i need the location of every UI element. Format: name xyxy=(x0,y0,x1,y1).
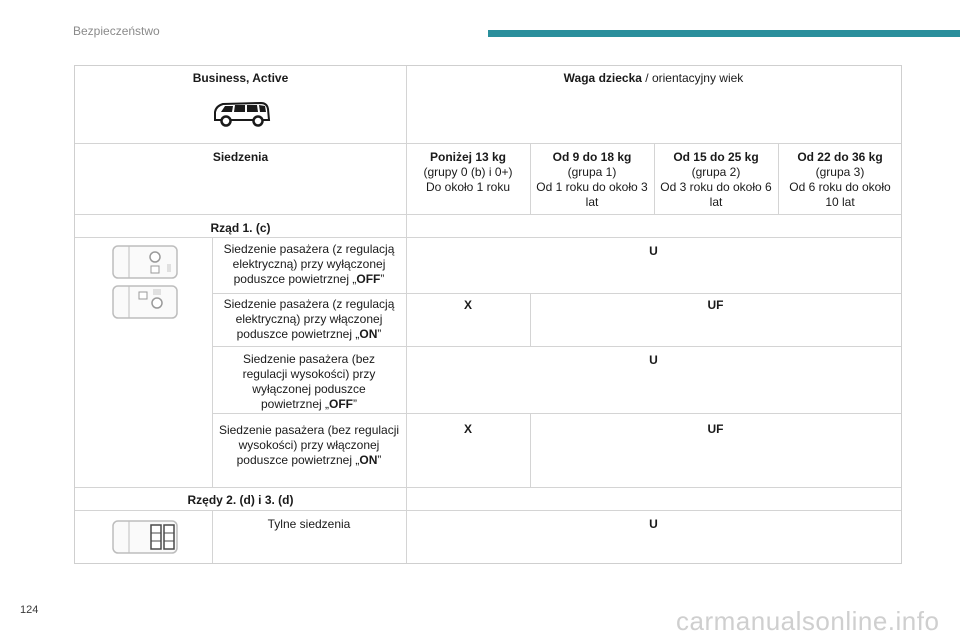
row-divider xyxy=(75,487,901,488)
seat-value: X xyxy=(463,422,472,436)
row-divider xyxy=(75,510,901,511)
row-divider xyxy=(75,237,901,238)
seat-description: Siedzenie pasażera (z regulacją elektryczną) przy wyłączonej poduszce powietrznej „OFF” xyxy=(223,242,395,286)
seat-value: U xyxy=(649,353,658,367)
row-label: Rzędy 2. (d) i 3. (d) xyxy=(187,493,294,507)
front-seat-car-icon xyxy=(111,244,179,280)
row-label: Rząd 1. (c) xyxy=(210,221,271,235)
section-title: Bezpieczeństwo xyxy=(73,24,160,38)
child-seat-table xyxy=(74,65,902,564)
row-divider xyxy=(212,346,901,347)
col-divider xyxy=(654,143,655,214)
seat-description: Tylne siedzenia xyxy=(267,517,351,531)
row-divider xyxy=(75,214,901,215)
col-divider xyxy=(406,66,407,563)
watermark: carmanualsonline.info xyxy=(676,606,940,636)
seat-description: Siedzenie pasażera (bez regulacji wysokości) przy wyłączonej poduszce powietrznej „OFF” xyxy=(242,352,376,411)
col-divider xyxy=(212,510,213,563)
seat-value: U xyxy=(649,244,658,258)
version-label: Business, Active xyxy=(192,71,289,85)
seat-description: Siedzenie pasażera (z regulacją elektryczną) przy włączonej poduszce powietrznej „ON” xyxy=(223,297,395,341)
col-divider xyxy=(778,143,779,214)
row-divider xyxy=(212,293,901,294)
row-divider xyxy=(212,413,901,414)
seat-value: X xyxy=(463,298,472,312)
group-header: Od 9 do 18 kg (grupa 1) Od 1 roku do około 3 lat xyxy=(536,150,648,209)
seats-label: Siedzenia xyxy=(212,150,269,164)
header-accent-bar xyxy=(488,30,960,37)
col-divider xyxy=(530,143,531,214)
page-number: 124 xyxy=(20,604,39,616)
seat-value: UF xyxy=(707,422,724,436)
col-divider xyxy=(212,237,213,487)
front-seat-car-icon xyxy=(111,284,179,320)
group-header: Od 22 do 36 kg (grupa 3) Od 6 roku do około 10 lat xyxy=(789,150,891,209)
weight-header: Waga dziecka / orientacyjny wiek xyxy=(563,71,744,85)
group-header: Od 15 do 25 kg (grupa 2) Od 3 roku do około 6 lat xyxy=(660,150,772,209)
van-icon xyxy=(211,100,271,128)
seat-value: UF xyxy=(707,298,724,312)
rear-seat-car-icon xyxy=(111,519,179,555)
group-header: Poniżej 13 kg (grupy 0 (b) i 0+) Do około 1 roku xyxy=(423,150,513,194)
seat-value: U xyxy=(649,517,658,531)
seat-description: Siedzenie pasażera (bez regulacji wysokości) przy włączonej poduszce powietrznej „ON” xyxy=(218,423,400,467)
